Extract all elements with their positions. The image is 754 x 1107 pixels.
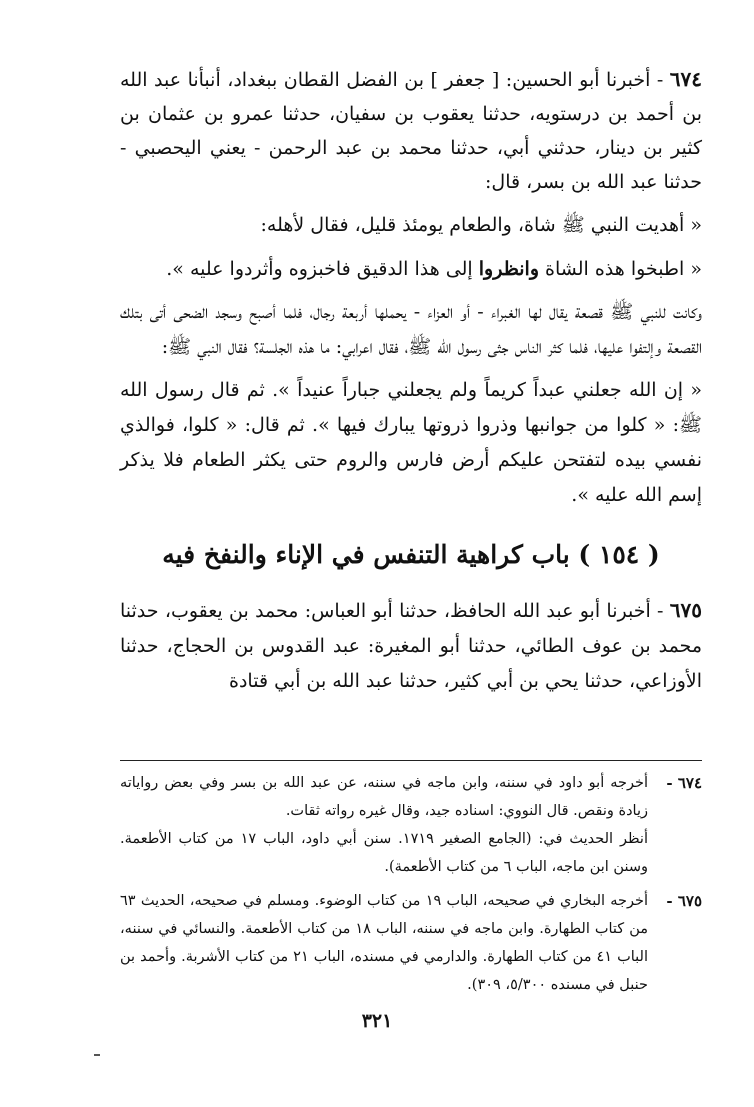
hadith-674-paragraph-3: « إن الله جعلني عبداً كريماً ولم يجعلني جباراً عنيداً ». ثم قال رسول الله ﷺ: « كلوا من جوانبها وذروا ذروتها يبارك فيها ». ثم قال: « كلوا، فوالذي نفسي بيده لتفتحن عليكم أرض فارس والروم حتى يكثر الطعام فلا يذكر إسم الله عليه ».: [120, 379, 702, 506]
main-text: [120, 62, 702, 707]
footnote-674: [120, 769, 702, 881]
hadith-675-text: - أخبرنا أبو عبد الله الحافظ، حدثنا أبو العباس: محمد بن يعقوب، حدثنا محمد بن عوف الطائي، حدثنا أبو المغيرة: عبد القدوس بن الحجاج، حدثنا الأوزاعي، حدثنا يحي بن أبي كثير، حدثنا عبد الله بن أبي قتادة: [120, 600, 702, 692]
footnotes: [120, 760, 702, 1005]
quote-2-bold: وانظروا: [478, 258, 540, 280]
footnote-675: [120, 887, 702, 999]
hadith-674-text: - أخبرنا أبو الحسين: [ جعفر ] بن الفضل القطان ببغداد، أنبأنا عبد الله بن أحمد بن درستويه، حدثنا يعقوب بن سفيان، حدثنا عمرو بن عثمان بن كثير بن دينار، حدثني أبي، حدثنا محمد بن عبد الرحمن - يعني اليحصبي - حدثنا عبد الله بن بسر، قال:: [120, 69, 702, 193]
scan-speck: [94, 1054, 100, 1056]
footnote-674-body: [120, 769, 648, 881]
quote-2-pre: « اطبخوا هذه الشاة: [539, 258, 702, 280]
hadith-674-quote-2: [120, 251, 702, 287]
page-number: ٣٢١: [361, 1010, 393, 1032]
hadith-674-number: ٦٧٤: [669, 67, 703, 91]
footnote-675-line-1: أخرجه البخاري في صحيحه، الباب ١٩ من كتاب الوضوء. ومسلم في صحيحه، الحديث ٦٣ من كتاب الطهارة. وابن ماجه في سننه، الباب ١٨ من كتاب الأطعمة. والنسائي في سننه، الباب ٤١ من كتاب الطهارة. والدارمي في مسنده، الباب ٢١ من كتاب الأشربة. وأحمد بن حنبل في مسنده ٥/٣٠٠، ٣٠٩).: [120, 893, 649, 993]
hadith-674-paragraph-2: وكانت للنبي ﷺ قصعة يقال لها الغبراء - أو العزاء - يحملها أربعة رجال، فلما أصبح وسجد الضحى أتى بتلك القصعة وإلتفوا عليها، فلما كثر الناس جثى رسول الله ﷺ، فقال اعرابي: ما هذه الجلسة؟ فقال النبي ﷺ:: [120, 301, 702, 358]
footnote-675-body: [120, 887, 648, 999]
footnote-674-line-1: أخرجه أبو داود في سننه، وابن ماجه في سننه، عن عبد الله بن بسر وفي بعض رواياته زيادة ونقص. قال النووي: اسناده جيد، وقال غيره رواته ثقات.: [120, 775, 648, 819]
hadith-675-paragraph: [120, 593, 702, 699]
chapter-title: ( ١٥٤ ) باب كراهية التنفس في الإناء والنفخ فيه: [162, 540, 660, 569]
footnote-674-number: ٦٧٤ -: [666, 774, 702, 792]
footnote-675-number: ٦٧٥ -: [666, 892, 702, 910]
footnote-674-line-2: أنظر الحديث في: (الجامع الصغير ١٧١٩. سنن أبي داود، الباب ١٧ من كتاب الأطعمة. وسنن ابن ماجه، الباب ٦ من كتاب الأطعمة).: [120, 831, 648, 875]
hadith-674-quote-1: « أهديت النبي ﷺ شاة، والطعام يومئذ قليل، فقال لأهله:: [260, 214, 702, 236]
hadith-675-number: ٦٧٥: [669, 598, 702, 622]
quote-2-post: إلى هذا الدقيق فاخبزوه وأثردوا عليه ».: [166, 258, 479, 280]
hadith-674-paragraph: [120, 62, 702, 199]
